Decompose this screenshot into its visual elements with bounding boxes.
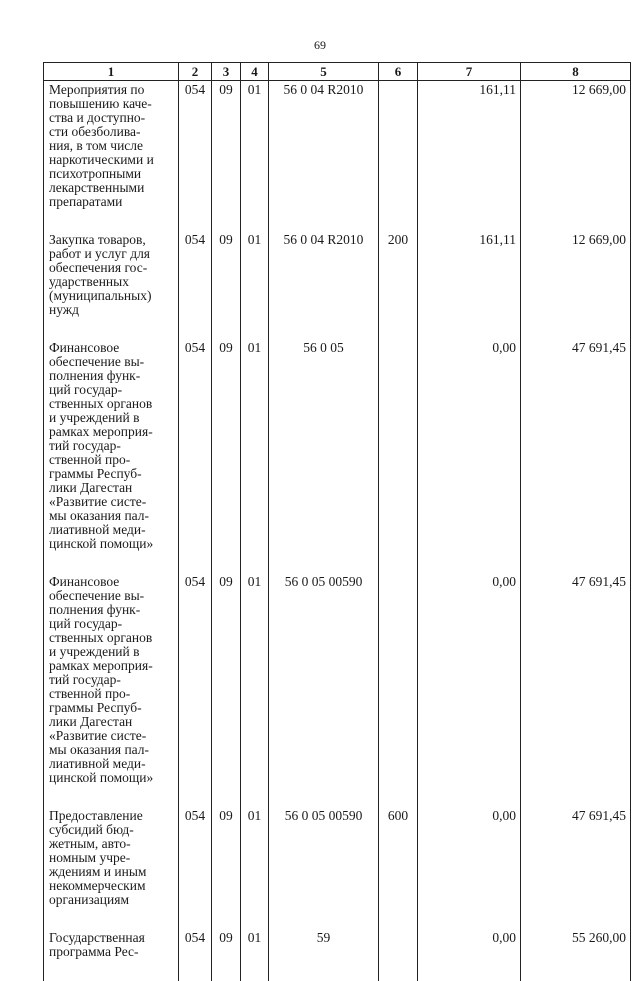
ministry-code: 054 [179,929,212,981]
amount-col7: 161,11 [418,231,521,339]
target-article-code: 56 0 04 R2010 [269,81,379,232]
amount-col7: 0,00 [418,339,521,573]
table-row [44,339,631,573]
row-name-cell [44,807,179,929]
row-name: Мероприятия по повышению каче- ства и доступно- сти обезболива- ния, в том числе наркотическими и психотропными лекарственными препаратами [49,82,154,209]
expense-type-code [379,929,418,981]
target-article-code: 56 0 05 00590 [269,807,379,929]
expense-type-code: 200 [379,231,418,339]
row-name: Закупка товаров, работ и услуг для обеспечения гос- ударственных (муниципальных) нужд [49,232,152,317]
amount-col7: 0,00 [418,573,521,807]
section-code: 09 [212,573,241,807]
amount-col8: 47 691,45 [521,573,631,807]
expense-type-code [379,81,418,232]
page-number: 69 [314,38,326,52]
expense-type-code [379,339,418,573]
amount-col8: 12 669,00 [521,81,631,232]
target-article-code: 59 [269,929,379,981]
target-article-code: 56 0 05 00590 [269,573,379,807]
row-name-cell [44,929,179,981]
subsection-code: 01 [241,573,269,807]
header-cell: 6 [379,63,418,81]
expense-type-code: 600 [379,807,418,929]
amount-col8: 47 691,45 [521,339,631,573]
budget-table-wrapper [43,62,630,959]
section-code: 09 [212,929,241,981]
ministry-code: 054 [179,339,212,573]
table-row [44,81,631,232]
subsection-code: 01 [241,231,269,339]
table-row [44,807,631,929]
header-cell: 4 [241,63,269,81]
target-article-code: 56 0 05 [269,339,379,573]
header-cell: 7 [418,63,521,81]
section-code: 09 [212,231,241,339]
amount-col7: 0,00 [418,807,521,929]
row-name: Финансовое обеспечение вы- полнения функ- ций государ- ственных органов и учреждений в рамках мероприя- тий государ- ственной про- граммы Респуб- лики Дагестан «Развитие систе- мы оказания пал- лиативной меди- цинской помощи» [49,340,154,551]
expense-type-code [379,573,418,807]
budget-table [43,62,631,981]
header-cell: 5 [269,63,379,81]
row-name-cell [44,81,179,232]
section-code: 09 [212,339,241,573]
header-cell: 2 [179,63,212,81]
ministry-code: 054 [179,81,212,232]
table-row [44,573,631,807]
target-article-code: 56 0 04 R2010 [269,231,379,339]
subsection-code: 01 [241,807,269,929]
amount-col8: 55 260,00 [521,929,631,981]
section-code: 09 [212,81,241,232]
header-cell: 3 [212,63,241,81]
section-code: 09 [212,807,241,929]
row-name: Предоставление субсидий бюд- жетным, авто- номным учре- ждениям и иным некоммерческим организациям [49,808,147,907]
amount-col8: 47 691,45 [521,807,631,929]
table-row [44,929,631,981]
amount-col7: 0,00 [418,929,521,981]
row-name-cell [44,339,179,573]
table-row [44,231,631,339]
subsection-code: 01 [241,81,269,232]
header-cell: 8 [521,63,631,81]
amount-col7: 161,11 [418,81,521,232]
row-name: Финансовое обеспечение вы- полнения функ- ций государ- ственных органов и учреждений в рамках мероприя- тий государ- ственной про- граммы Респуб- лики Дагестан «Развитие систе- мы оказания пал- лиативной меди- цинской помощи» [49,574,154,785]
ministry-code: 054 [179,573,212,807]
row-name-cell [44,573,179,807]
row-name-cell [44,231,179,339]
amount-col8: 12 669,00 [521,231,631,339]
header-cell: 1 [44,63,179,81]
header-row [44,63,631,81]
ministry-code: 054 [179,231,212,339]
subsection-code: 01 [241,929,269,981]
ministry-code: 054 [179,807,212,929]
row-name: Государственная программа Рес- [49,930,145,959]
subsection-code: 01 [241,339,269,573]
